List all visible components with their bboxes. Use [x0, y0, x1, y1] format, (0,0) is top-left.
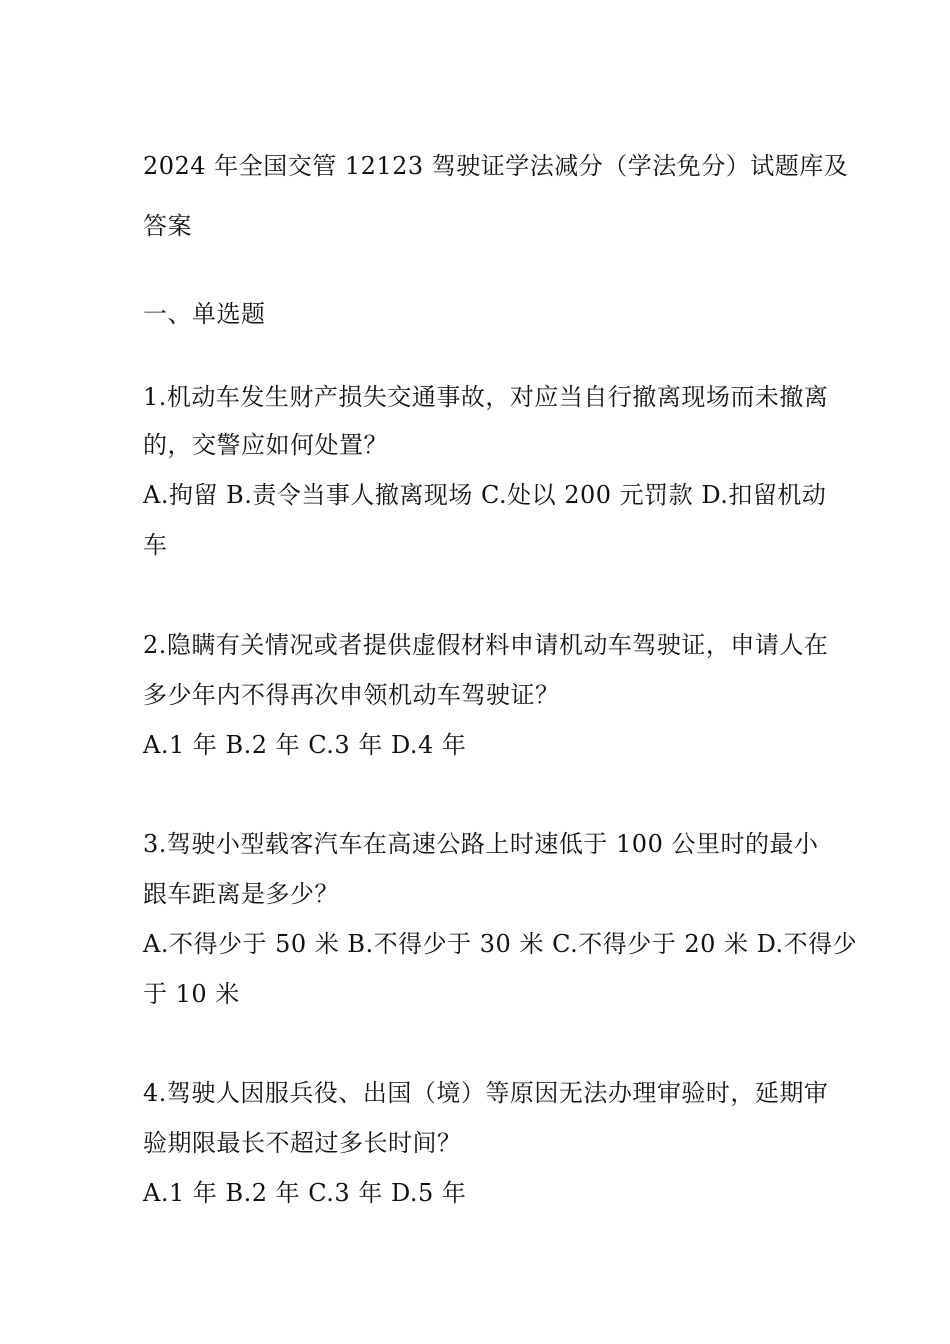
- document-title-line-1: 2024 年全国交管 12123 驾驶证学法减分（学法免分）试题库及: [143, 152, 849, 180]
- section-heading: 一、单选题: [143, 300, 266, 328]
- question-3-options-line-1: A.不得少于 50 米 B.不得少于 30 米 C.不得少于 20 米 D.不得少: [143, 930, 858, 958]
- question-4-text-line-2: 验期限最长不超过多长时间？: [143, 1129, 462, 1157]
- question-4-options-line-1: A.1 年 B.2 年 C.3 年 D.5 年: [143, 1179, 467, 1207]
- document-title-line-2: 答案: [143, 212, 192, 240]
- question-1-options-line-2: 车: [143, 531, 168, 559]
- question-2-text-line-1: 2.隐瞒有关情况或者提供虚假材料申请机动车驾驶证，申请人在: [143, 631, 829, 659]
- question-3-text-line-1: 3.驾驶小型载客汽车在高速公路上时速低于 100 公里时的最小: [143, 830, 819, 858]
- question-1-options-line-1: A.拘留 B.责令当事人撤离现场 C.处以 200 元罚款 D.扣留机动: [143, 481, 827, 509]
- question-3-text-line-2: 跟车距离是多少？: [143, 880, 339, 908]
- question-1-text-line-2: 的，交警应如何处置？: [143, 431, 388, 459]
- question-3-options-line-2: 于 10 米: [143, 980, 240, 1008]
- question-4-text-line-1: 4.驾驶人因服兵役、出国（境）等原因无法办理审验时，延期审: [143, 1079, 829, 1107]
- question-2-text-line-2: 多少年内不得再次申领机动车驾驶证？: [143, 681, 560, 709]
- question-2-options-line-1: A.1 年 B.2 年 C.3 年 D.4 年: [143, 731, 467, 759]
- question-1-text-line-1: 1.机动车发生财产损失交通事故，对应当自行撤离现场而未撤离: [143, 383, 829, 411]
